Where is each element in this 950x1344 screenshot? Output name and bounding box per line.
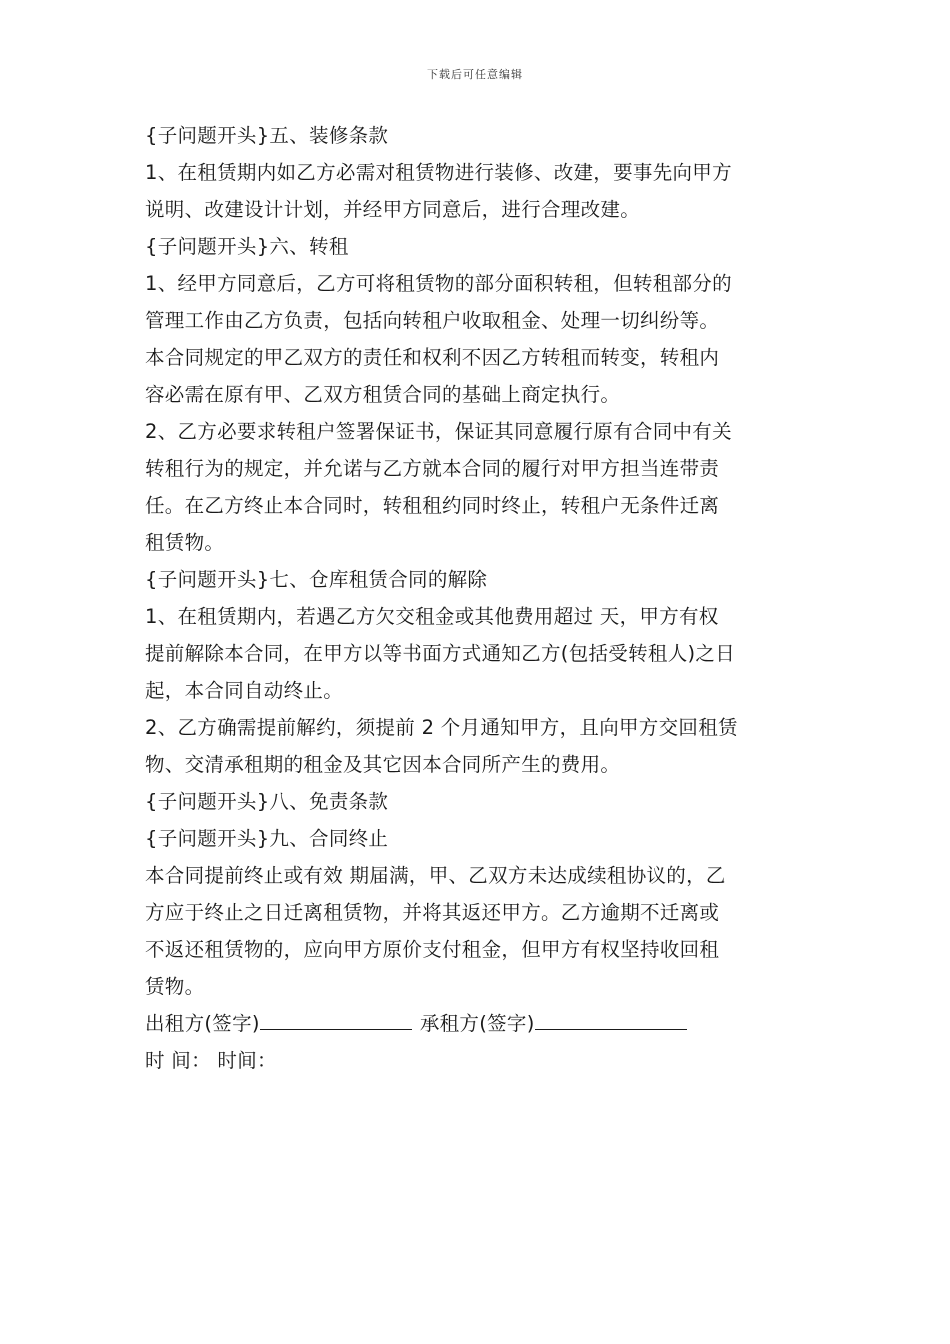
time-line: 时 间： 时间： xyxy=(145,1049,277,1072)
paragraph-line: 租赁物。 xyxy=(145,531,225,554)
section-heading-disclaimer: {子问题开头}八、免责条款 xyxy=(145,790,389,813)
paragraph-line: 2、乙方必要求转租户签署保证书，保证其同意履行原有合同中有关 xyxy=(145,420,732,443)
section-heading-sublease: {子问题开头}六、转租 xyxy=(145,235,349,258)
section-heading-termination-of-lease: {子问题开头}七、仓库租赁合同的解除 xyxy=(145,568,488,591)
paragraph-line: 管理工作由乙方负责，包括向转租户收取租金、处理一切纠纷等。 xyxy=(145,309,720,332)
paragraph-line: 方应于终止之日迁离租赁物，并将其返还甲方。乙方逾期不迁离或 xyxy=(145,901,720,924)
lessee-signature-label: 承租方(签字) xyxy=(419,1012,535,1035)
paragraph-line: 本合同规定的甲乙双方的责任和权利不因乙方转租而转变，转租内 xyxy=(145,346,720,369)
paragraph-line: 1、在租赁期内，若遇乙方欠交租金或其他费用超过 天，甲方有权 xyxy=(145,605,719,628)
section-heading-contract-end: {子问题开头}九、合同终止 xyxy=(145,827,389,850)
lessee-signature-blank xyxy=(535,1007,687,1030)
section-heading-decoration: {子问题开头}五、装修条款 xyxy=(145,124,389,147)
paragraph-line: 任。在乙方终止本合同时，转租租约同时终止，转租户无条件迁离 xyxy=(145,494,720,517)
paragraph-line: 转租行为的规定，并允诺与乙方就本合同的履行对甲方担当连带责 xyxy=(145,457,720,480)
lessor-signature-label: 出租方(签字) xyxy=(145,1012,260,1035)
paragraph-line: 容必需在原有甲、乙双方租赁合同的基础上商定执行。 xyxy=(145,383,621,406)
paragraph-line: 起，本合同自动终止。 xyxy=(145,679,344,702)
paragraph-line: 说明、改建设计计划，并经甲方同意后，进行合理改建。 xyxy=(145,198,641,221)
paragraph-line: 赁物。 xyxy=(145,975,205,998)
paragraph-line: 2、乙方确需提前解约，须提前 2 个月通知甲方，且向甲方交回租赁 xyxy=(145,716,738,739)
paragraph-line: 1、经甲方同意后，乙方可将租赁物的部分面积转租，但转租部分的 xyxy=(145,272,732,295)
paragraph-line: 不返还租赁物的，应向甲方原价支付租金，但甲方有权坚持收回租 xyxy=(145,938,720,961)
paragraph-line: 1、在租赁期内如乙方必需对租赁物进行装修、改建，要事先向甲方 xyxy=(145,161,732,184)
signature-row xyxy=(145,1005,810,1042)
lessor-signature-blank xyxy=(260,1007,412,1030)
paragraph-line: 提前解除本合同，在甲方以等书面方式通知乙方(包括受转租人)之日 xyxy=(145,642,736,665)
header-note: 下载后可任意编辑 xyxy=(427,68,523,81)
paragraph-line: 物、交清承租期的租金及其它因本合同所产生的费用。 xyxy=(145,753,621,776)
paragraph-line: 本合同提前终止或有效 期届满，甲、乙双方未达成续租协议的，乙 xyxy=(145,864,726,887)
document-body xyxy=(145,117,810,1079)
